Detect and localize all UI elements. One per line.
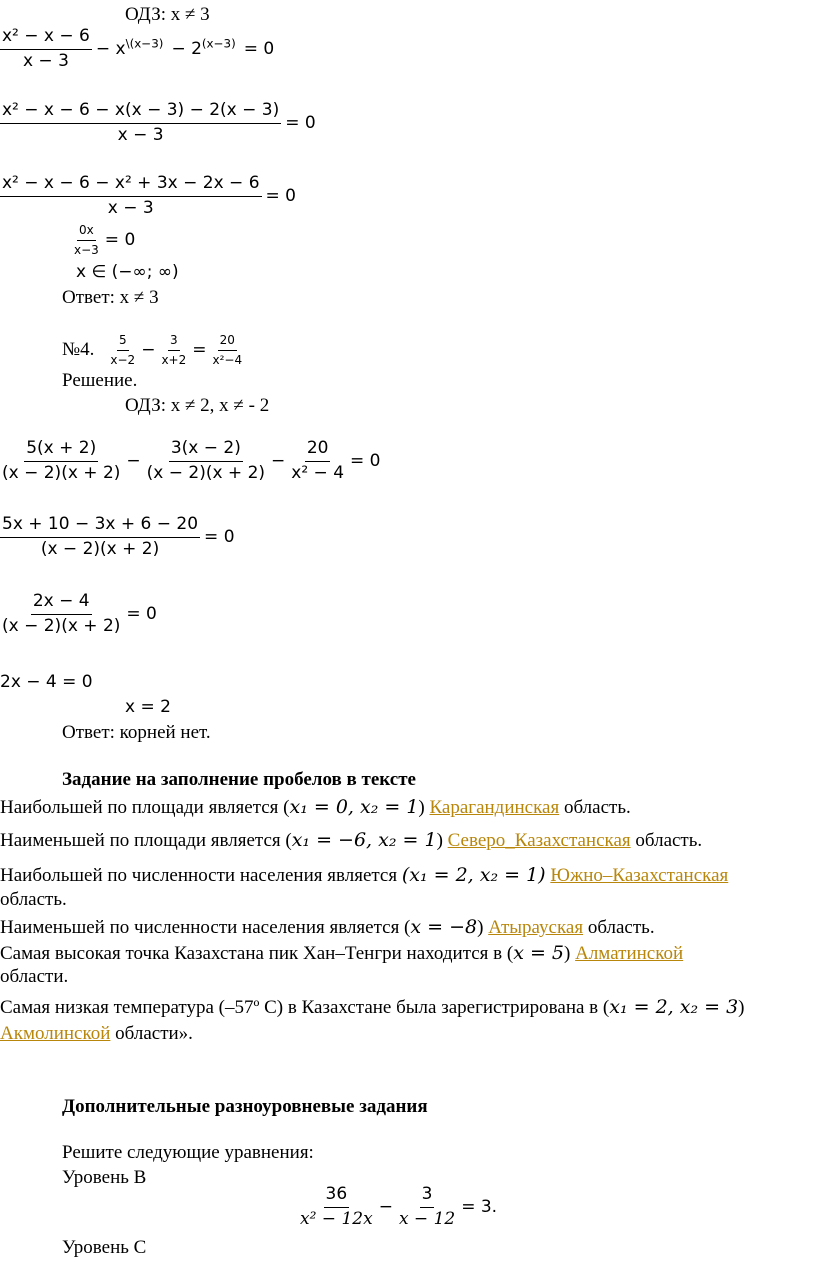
numerator: 2x − 4 — [31, 593, 92, 615]
numerator: x² − x − 6 — [0, 28, 92, 50]
equals-three: = 3. — [461, 1197, 498, 1218]
eq3-line2 — [0, 102, 320, 145]
fraction — [159, 334, 188, 366]
fill-line-2: Наименьшей по площади является (x₁ = −6, x₂ = 1) Северо_Казахстанская область. — [0, 829, 703, 851]
numerator: 20 — [305, 440, 331, 462]
eq4-step4: 2x − 4 = 0 — [0, 672, 93, 692]
fraction — [0, 516, 200, 559]
answer-link-almaty[interactable]: Алматинской — [575, 943, 684, 964]
equals-zero: = 0 — [350, 451, 381, 472]
equals-zero: = 0 — [285, 113, 316, 134]
denominator: x−3 — [74, 242, 99, 257]
equals-zero: = 0 — [104, 230, 136, 251]
solution-label: Решение. — [62, 370, 138, 391]
answer-link-karaganda[interactable]: Карагандинская — [429, 797, 560, 818]
denominator: x − 12 — [398, 1208, 456, 1229]
denominator: x² − 12x — [300, 1208, 373, 1229]
term: − $x^{\backslash(x-3)}$ — [95, 36, 164, 60]
fill-heading: Задание на заполнение пробелов в тексте — [62, 769, 416, 790]
denominator: x − 3 — [117, 124, 164, 145]
numerator: 5x + 10 − 3x + 6 − 20 — [0, 516, 200, 538]
math-expression: x₁ = −6, x₂ = 1 — [291, 829, 437, 851]
fill-line-3: Наибольшей по численности населения является (x₁ = 2, x₂ = 1) Южно–Казахстанская — [0, 864, 729, 886]
denominator: x − 3 — [107, 197, 154, 218]
denominator: x+2 — [161, 352, 187, 367]
math-expression: (x₁ = 2, x₂ = 1) — [401, 864, 546, 886]
odz-eq3: ОДЗ: x ≠ 3 — [125, 4, 210, 25]
fraction — [397, 1186, 457, 1229]
equals-zero: = 0 — [265, 186, 296, 207]
math-expression: x = −8 — [410, 916, 478, 938]
math-expression: x = 5 — [513, 942, 565, 964]
fraction — [0, 593, 122, 636]
fraction — [72, 224, 101, 256]
minus: − — [378, 1197, 393, 1218]
answer-link-north-kz[interactable]: Северо_Казахстанская — [447, 830, 631, 851]
math-expression: x₁ = 0, x₂ = 1 — [289, 796, 419, 818]
equals: = — [192, 340, 207, 361]
term: − $2^{(x-3)}$ — [171, 36, 236, 60]
numerator: 5(x + 2) — [24, 440, 98, 462]
fill-line-6: Самая низкая температура (–57º С) в Казахстане была зарегистрирована в (x₁ = 2, x₂ = 3) — [0, 996, 745, 1018]
level-c-label: Уровень С — [62, 1237, 147, 1258]
instruction: Решите следующие уравнения: — [62, 1142, 314, 1163]
equals-zero: = 0 — [204, 527, 235, 548]
level-b-label: Уровень В — [62, 1167, 147, 1188]
fill-line-3-wrap: область. — [0, 889, 67, 910]
denominator: x² − 4 — [291, 462, 345, 483]
fraction — [108, 334, 137, 366]
fraction — [0, 102, 281, 145]
eq3-line4 — [72, 224, 139, 256]
eq4-step5: x = 2 — [125, 697, 171, 717]
numerator: 3(x − 2) — [169, 440, 243, 462]
eq3-line1 — [0, 28, 278, 71]
minus: − — [141, 340, 156, 361]
fraction — [145, 440, 267, 483]
denominator: x²−4 — [212, 352, 243, 367]
fill-line-5-wrap: области. — [0, 966, 69, 987]
fraction — [0, 28, 92, 71]
numerator: x² − x − 6 − x² + 3x − 2x − 6 — [0, 175, 262, 197]
eq3-line5: x ∈ (−∞; ∞) — [76, 262, 179, 282]
fraction — [289, 440, 346, 483]
eq4-step3 — [0, 593, 161, 636]
numerator: 36 — [324, 1186, 350, 1208]
numerator: 5 — [117, 334, 129, 351]
eq3-line3 — [0, 175, 300, 218]
level-b-equation — [298, 1186, 501, 1229]
fill-line-1: Наибольшей по площади является (x₁ = 0, x₂ = 1) Карагандинская область. — [0, 796, 631, 818]
numerator: 0x — [77, 224, 96, 241]
numerator: 3 — [420, 1186, 435, 1208]
answer-eq3: Ответ: x ≠ 3 — [62, 287, 159, 308]
answer-link-south-kz[interactable]: Южно–Казахстанская — [550, 865, 729, 886]
numerator: x² − x − 6 − x(x − 3) − 2(x − 3) — [0, 102, 281, 124]
denominator: (x − 2)(x + 2) — [40, 538, 160, 559]
denominator: (x − 2)(x + 2) — [146, 462, 266, 483]
answer-link-atyrau[interactable]: Атырауская — [488, 917, 584, 938]
extra-heading: Дополнительные разноуровневые задания — [62, 1096, 428, 1117]
denominator: (x − 2)(x + 2) — [2, 615, 121, 636]
fraction — [0, 175, 262, 218]
math-expression: x₁ = 2, x₂ = 3 — [609, 996, 739, 1018]
denominator: x−2 — [110, 352, 136, 367]
equals-zero: = 0 — [243, 39, 275, 60]
numerator: 20 — [218, 334, 237, 351]
denominator: x − 3 — [22, 50, 69, 71]
fill-line-5: Самая высокая точка Казахстана пик Хан–Тенгри находится в (x = 5) Алматинской — [0, 942, 684, 964]
task-number: №4. — [62, 339, 95, 361]
fraction — [298, 1186, 375, 1229]
numerator: 3 — [168, 334, 180, 351]
odz-eq4: ОДЗ: x ≠ 2, x ≠ - 2 — [125, 395, 270, 416]
eq4-step2 — [0, 516, 239, 559]
equals-zero: = 0 — [126, 604, 157, 625]
fill-line-4: Наименьшей по численности населения является (x = −8) Атырауская область. — [0, 916, 655, 938]
fraction — [0, 440, 122, 483]
fill-line-6-wrap: Акмолинской области». — [0, 1023, 193, 1044]
denominator: (x − 2)(x + 2) — [2, 462, 121, 483]
answer-link-akmola[interactable]: Акмолинской — [0, 1023, 111, 1044]
answer-eq4: Ответ: корней нет. — [62, 722, 211, 743]
eq4-step1: $\frac{5(x + 2)}{(x - 2)(x + 2)}$ − $\frac{3(x - 2)}{(x - 2)(x + 2)}$ − $\frac{20}{\text{x² − 4}}$ = 0 — [2, 438, 381, 483]
fraction — [210, 334, 244, 366]
eq4-statement — [62, 334, 244, 366]
